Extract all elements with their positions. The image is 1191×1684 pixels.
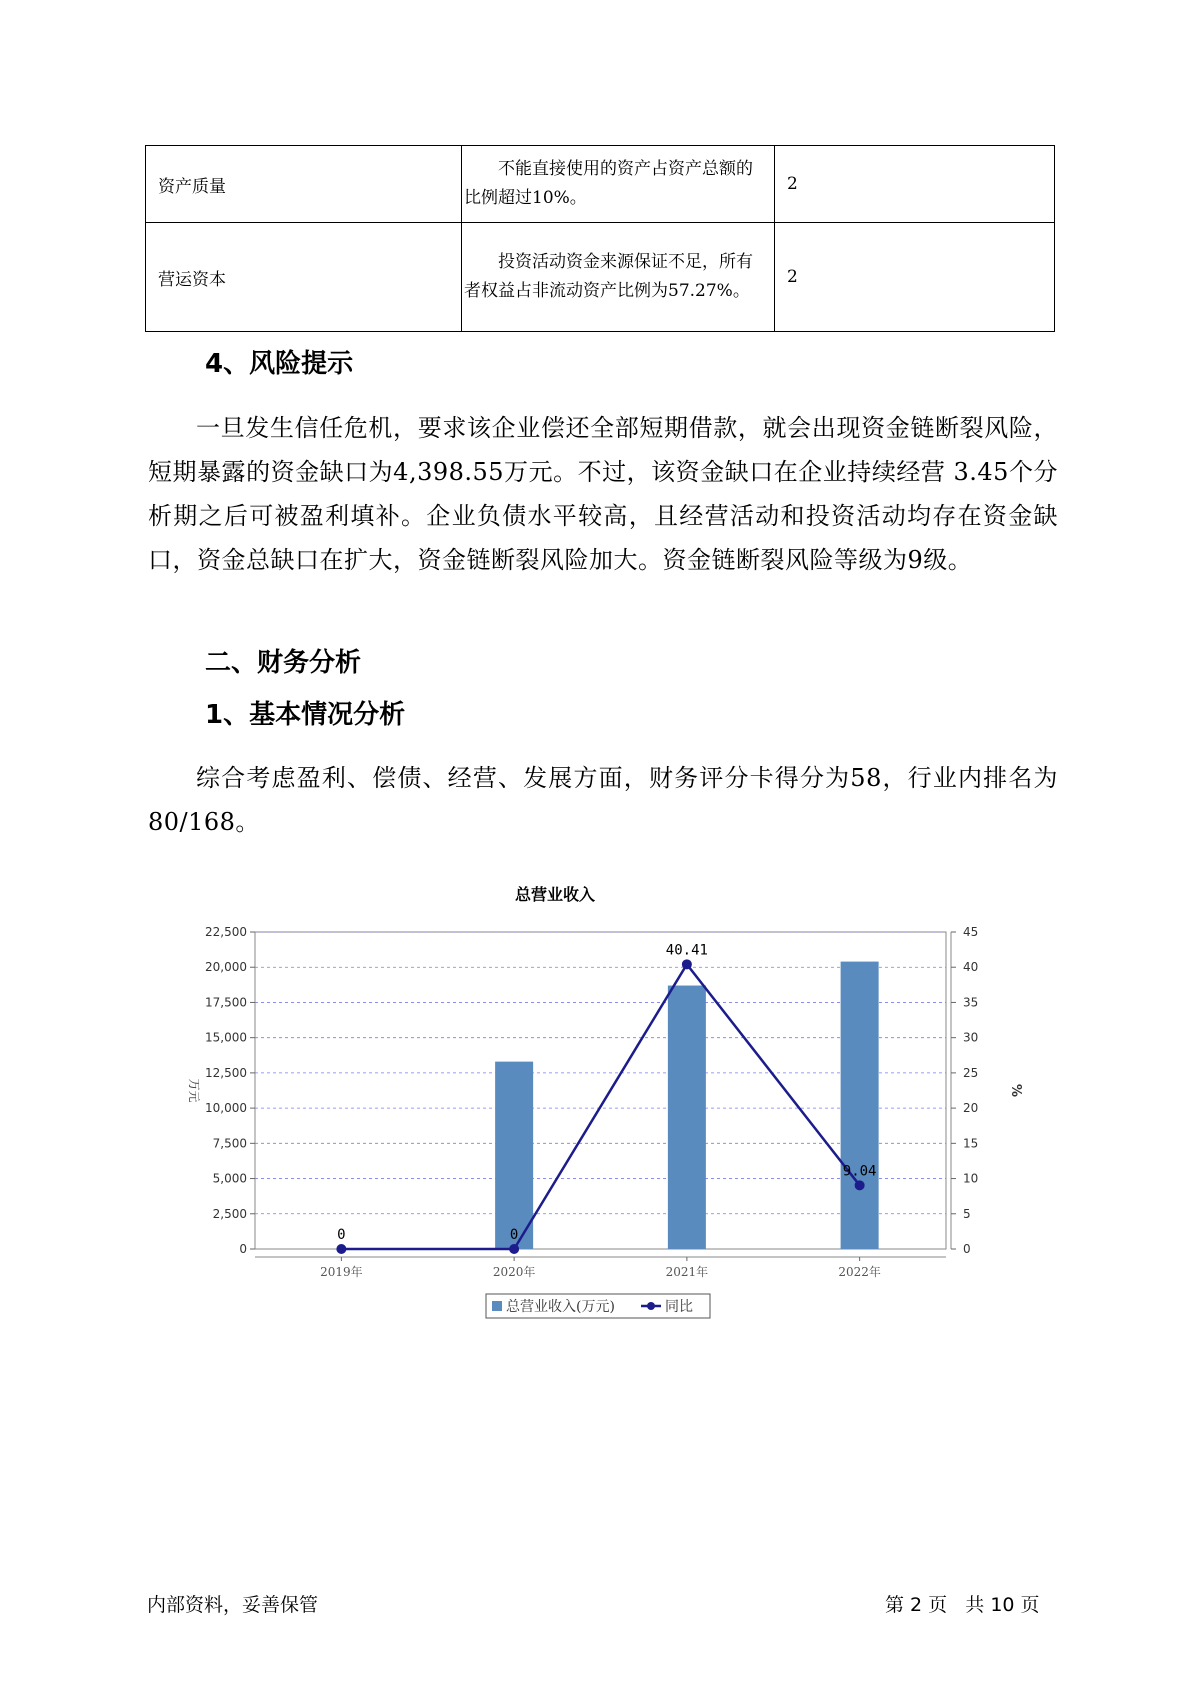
chart-title: 总营业收入 [514,885,596,904]
table-row [146,146,1055,223]
yoy-point [682,959,692,969]
yoy-data-label: 0 [337,1227,346,1243]
risk-table [145,145,1055,332]
risk-score: 2 [775,146,1055,223]
risk-description: 不能直接使用的资产占资产总额的比例超过10%。 [462,146,775,223]
yoy-data-label: 40.41 [665,942,708,959]
footer-note: 内部资料，妥善保管 [147,1594,319,1616]
y-tick-label: 17,500 [205,995,247,1010]
risk-item: 资产质量 [146,146,462,223]
y2-tick-label: 30 [963,1030,979,1045]
y-tick-label: 7,500 [212,1136,247,1151]
y2-tick-label: 45 [963,925,979,939]
y2-tick-label: 5 [963,1206,971,1221]
revenue-chart [170,870,1030,1330]
revenue-bar [841,962,879,1249]
yoy-data-label: 9.04 [842,1163,877,1180]
y2-tick-label: 25 [963,1065,979,1080]
y-tick-label: 5,000 [212,1171,247,1186]
y2-tick-label: 0 [963,1242,971,1256]
risk-item: 营运资本 [146,223,462,332]
risk-score: 2 [775,223,1055,332]
y2-axis-label: % [1008,1083,1023,1098]
yoy-data-label: 0 [509,1227,519,1243]
y2-tick-label: 20 [963,1101,979,1116]
legend-line-label: 同比 [665,1299,693,1315]
y-tick-label: 0 [239,1242,247,1256]
x-tick-label: 2021年 [665,1265,709,1279]
y-tick-label: 10,000 [205,1101,247,1116]
legend-bar-label: 总营业收入(万元) [506,1299,615,1315]
x-tick-label: 2019年 [320,1265,363,1279]
basic-paragraph: 综合考虑盈利、偿债、经营、发展方面，财务评分卡得分为58，行业内排名为80/168。 [148,764,1058,836]
page-number: 第 2 页 共 10 页 [885,1594,1040,1616]
risk-paragraph: 一旦发生信任危机，要求该企业偿还全部短期借款，就会出现资金链断裂风险，短期暴露的资金缺口为4,398.55万元。不过，该资金缺口在企业持续经营 3.45个分析期之后可被盈利填补。企业负债水平较高，且经营活动和投资活动均存在资金缺口，资金总缺口在扩大，资金链断裂风险加大。资金链断裂风险等级为9级。 [148,414,1058,574]
table-row [146,223,1055,332]
legend-bar-swatch [492,1301,502,1311]
y-tick-label: 20,000 [205,960,247,975]
risk-description: 投资活动资金来源保证不足，所有者权益占非流动资产比例为57.27%。 [462,223,775,332]
yoy-point [509,1244,519,1254]
x-tick-label: 2022年 [838,1265,881,1279]
y2-tick-label: 40 [963,960,979,975]
y-axis-label: 万元 [187,1078,201,1103]
yoy-point [855,1180,865,1190]
basic-heading: 1、基本情况分析 [205,700,406,730]
y-tick-label: 2,500 [212,1206,247,1221]
x-tick-label: 2020年 [492,1265,536,1279]
y-tick-label: 22,500 [205,925,247,939]
revenue-bar [495,1062,533,1249]
finance-heading: 二、财务分析 [205,648,362,678]
y-tick-label: 12,500 [205,1065,247,1080]
risk-heading: 4、风险提示 [205,349,354,379]
legend-line-marker [647,1302,655,1310]
yoy-point [336,1244,346,1254]
y2-tick-label: 15 [963,1136,979,1151]
revenue-bar [668,986,706,1249]
y-tick-label: 15,000 [205,1030,247,1045]
y2-tick-label: 35 [963,995,979,1010]
y2-tick-label: 10 [963,1171,979,1186]
